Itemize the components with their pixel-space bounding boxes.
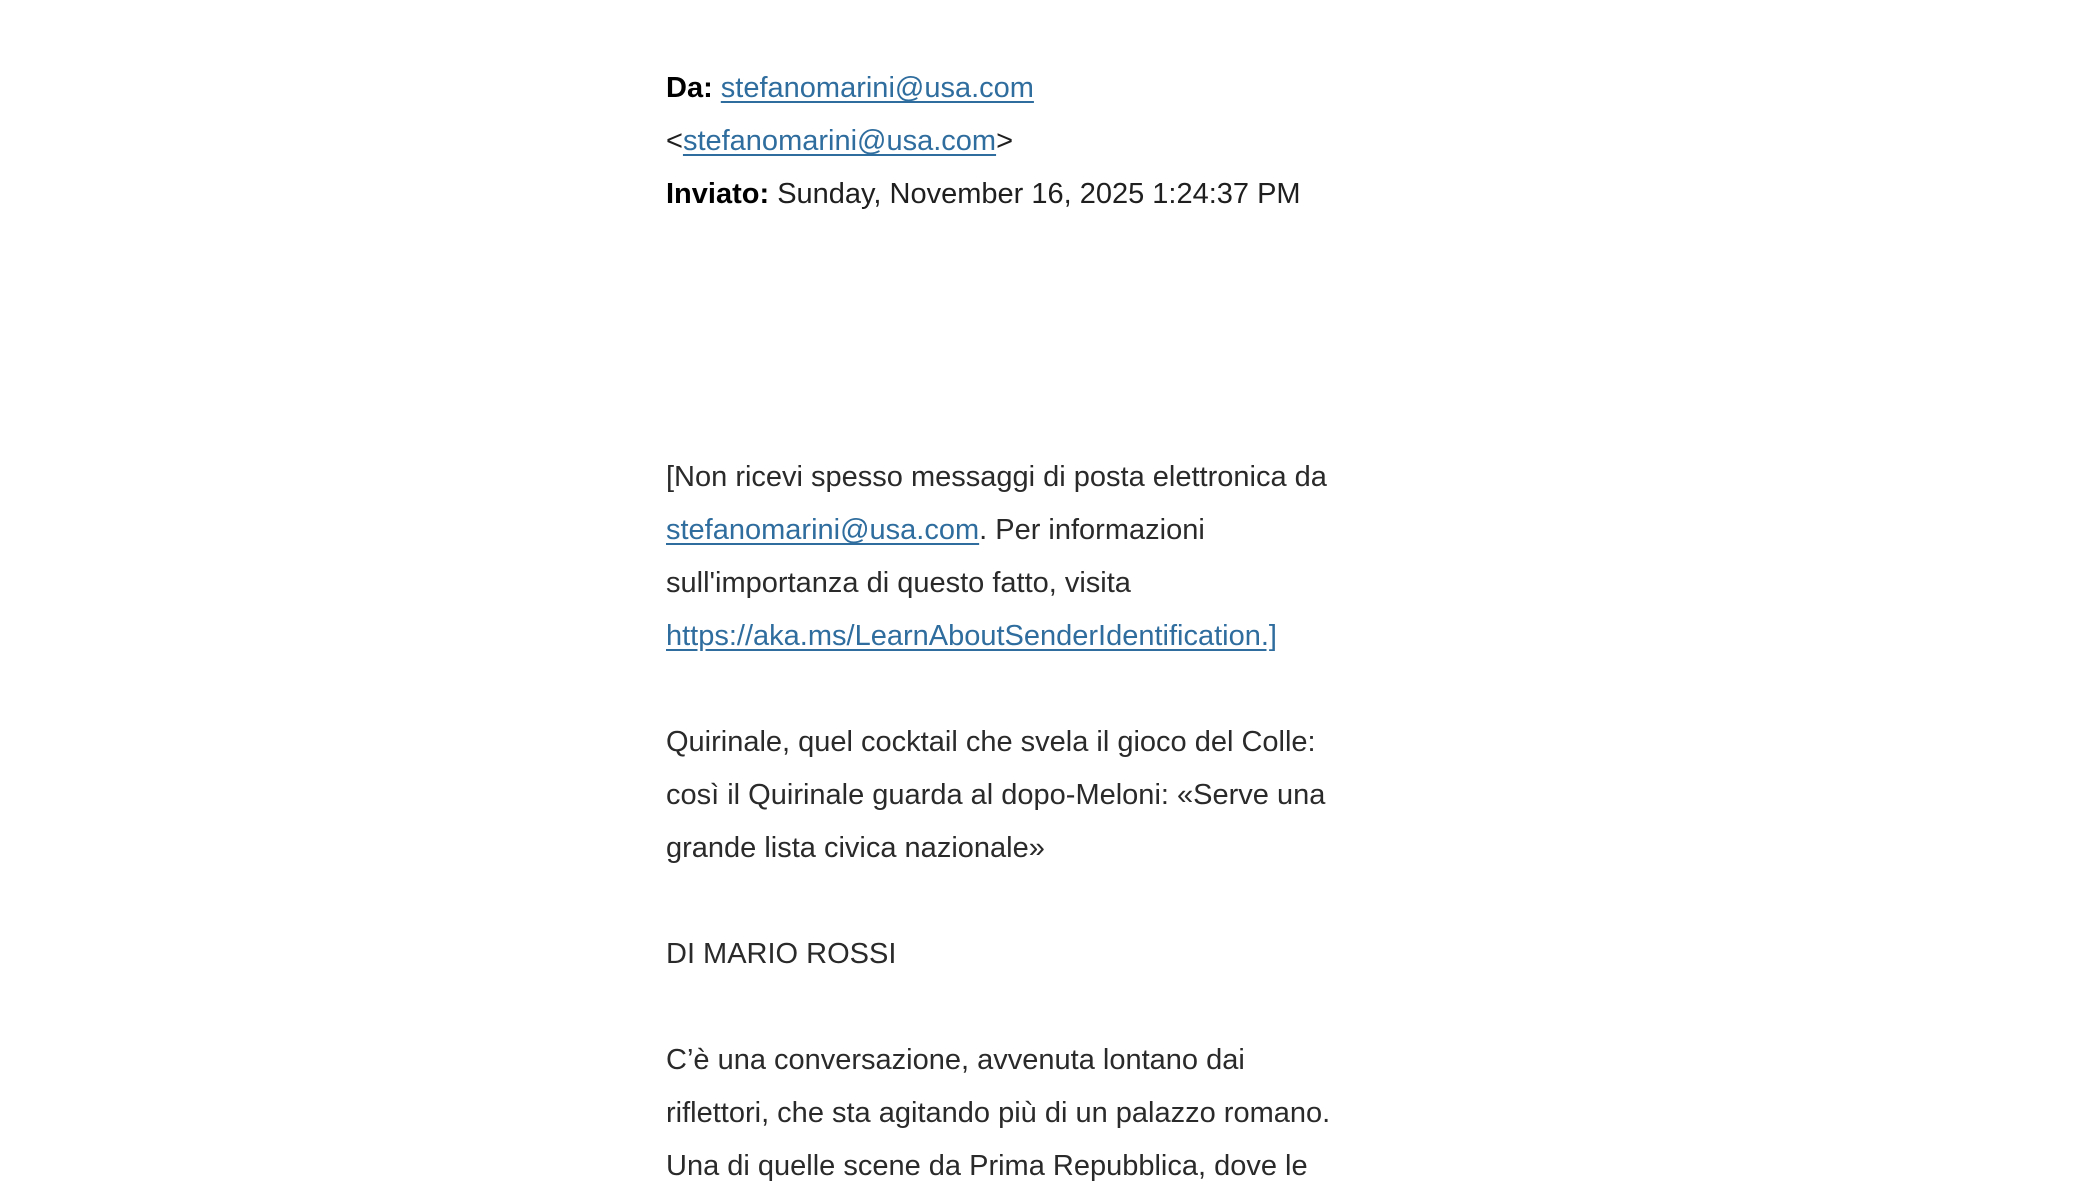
from-email-link[interactable]: stefanomarini@usa.com — [720, 72, 1034, 104]
byline-text: DI MARIO ROSSI — [666, 938, 897, 970]
article-headline — [666, 716, 1426, 875]
headline-line-2: così il Quirinale guarda al dopo-Meloni: «Serve una — [666, 779, 1326, 811]
bracket-open: < — [666, 125, 683, 157]
sent-line — [666, 168, 1426, 221]
body-line-3: Una di quelle scene da Prima Repubblica, dove le — [666, 1150, 1308, 1182]
article-byline — [666, 928, 1426, 981]
warning-line-2-suffix: . Per informazioni — [979, 514, 1205, 546]
bracket-close: > — [996, 125, 1013, 157]
from-email-bracketed-link[interactable]: stefanomarini@usa.com — [682, 125, 997, 157]
body-line-2: riflettori, che sta agitando più di un palazzo romano. — [666, 1097, 1331, 1129]
headline-line-3: grande lista civica nazionale» — [666, 832, 1045, 864]
headline-line-1: Quirinale, quel cocktail che svela il gioco del Colle: — [666, 726, 1316, 758]
warning-line-1: [Non ricevi spesso messaggi di posta elettronica da — [666, 461, 1327, 493]
warning-line-2 — [666, 504, 1426, 557]
body-line-1: C’è una conversazione, avvenuta lontano dai — [666, 1044, 1245, 1076]
sent-value: Sunday, November 16, 2025 1:24:37 PM — [777, 178, 1301, 210]
from-label: Da: — [666, 72, 713, 104]
from-line — [666, 62, 1426, 115]
sender-identification-link[interactable]: https://aka.ms/LearnAboutSenderIdentification.] — [666, 620, 1277, 652]
warning-line-4 — [666, 610, 1426, 663]
article-body — [666, 1034, 1426, 1193]
warning-email-link[interactable]: stefanomarini@usa.com — [666, 514, 980, 546]
warning-line-3: sull'importanza di questo fatto, visita — [666, 567, 1131, 599]
header-spacer — [666, 221, 1426, 451]
sender-warning — [666, 451, 1426, 663]
email-message — [666, 62, 1426, 1193]
sent-label: Inviato: — [666, 178, 770, 210]
from-bracket-line — [666, 115, 1426, 168]
